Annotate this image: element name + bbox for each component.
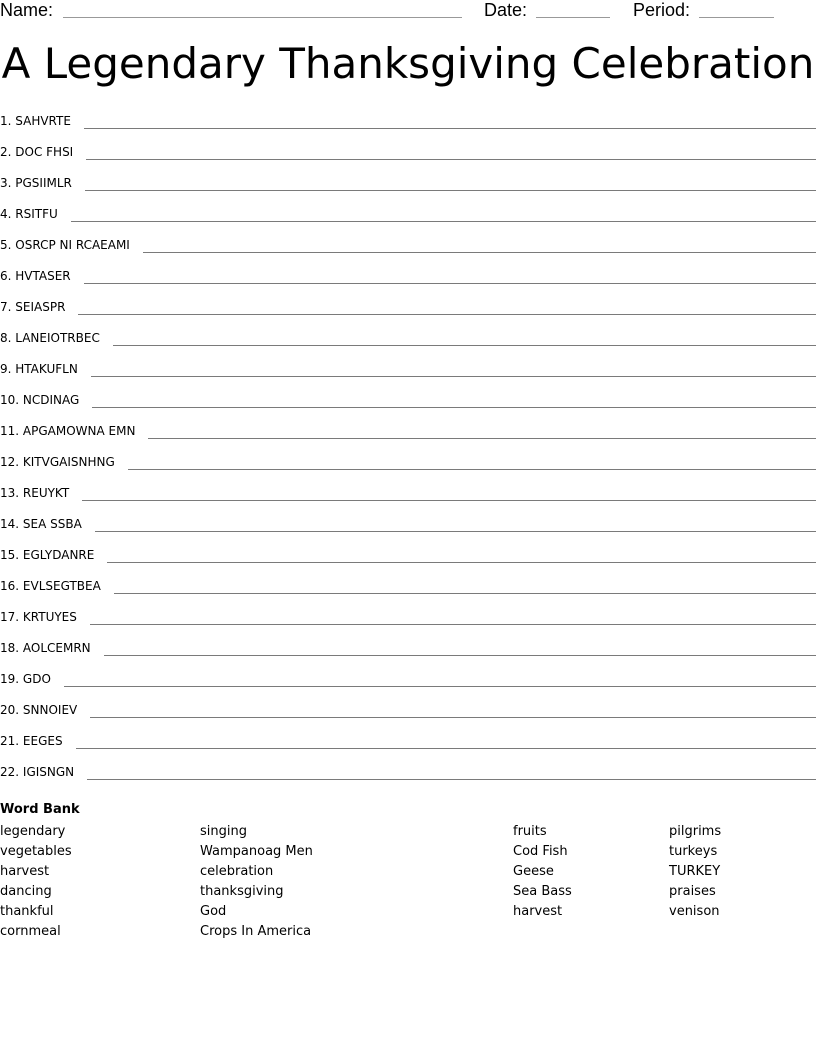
word-bank-entry: fruits (513, 824, 547, 839)
word-bank-entry: venison (669, 904, 720, 919)
word-bank-entry: TURKEY (669, 864, 721, 879)
answer-line[interactable] (85, 190, 816, 191)
word-bank-entry: thanksgiving (200, 884, 284, 899)
question-item (0, 263, 816, 294)
word-bank-entry: God (200, 904, 227, 919)
word-bank-entry: pilgrims (669, 824, 722, 839)
scrambled-word: 10. NCDINAG (0, 393, 80, 407)
date-label: Date: (484, 0, 528, 20)
question-item (0, 542, 816, 573)
answer-line[interactable] (148, 438, 816, 439)
word-bank-entry: Cod Fish (513, 844, 568, 859)
question-item (0, 294, 816, 325)
answer-line[interactable] (143, 252, 816, 253)
student-info-header (0, 0, 816, 22)
question-item (0, 604, 816, 635)
question-item (0, 635, 816, 666)
scrambled-word: 11. APGAMOWNA EMN (0, 424, 136, 438)
word-bank-entry: harvest (513, 904, 563, 919)
scrambled-word: 14. SEA SSBA (0, 517, 82, 531)
word-bank-entry: Sea Bass (513, 884, 572, 899)
answer-line[interactable] (128, 469, 816, 470)
answer-line[interactable] (95, 531, 816, 532)
answer-line[interactable] (90, 717, 816, 718)
scrambled-word: 13. REUYKT (0, 486, 70, 500)
question-item (0, 108, 816, 139)
word-bank-entry: celebration (200, 864, 274, 879)
answer-line[interactable] (87, 779, 816, 780)
question-item (0, 356, 816, 387)
question-item (0, 449, 816, 480)
word-bank-entry: Geese (513, 864, 554, 879)
question-list (0, 108, 816, 790)
answer-line[interactable] (71, 221, 816, 222)
question-item (0, 697, 816, 728)
worksheet-title: A Legendary Thanksgiving Celebration (1, 39, 815, 88)
scrambled-word: 15. EGLYDANRE (0, 548, 95, 562)
name-field[interactable] (63, 17, 462, 18)
answer-line[interactable] (78, 314, 816, 315)
answer-line[interactable] (64, 686, 816, 687)
scrambled-word: 1. SAHVRTE (0, 114, 71, 128)
scrambled-word: 17. KRTUYES (0, 610, 77, 624)
word-bank-entry: praises (669, 884, 716, 899)
question-item (0, 728, 816, 759)
scrambled-word: 18. AOLCEMRN (0, 641, 91, 655)
question-item (0, 170, 816, 201)
scrambled-word: 19. GDO (0, 672, 51, 686)
question-item (0, 511, 816, 542)
answer-line[interactable] (86, 159, 816, 160)
word-bank-column (200, 822, 313, 942)
scrambled-word: 16. EVLSEGTBEA (0, 579, 101, 593)
scrambled-word: 4. RSITFU (0, 207, 58, 221)
scrambled-word: 21. EEGES (0, 734, 63, 748)
word-bank-entry: Wampanoag Men (200, 844, 313, 859)
word-bank-entry: cornmeal (0, 924, 61, 939)
answer-line[interactable] (84, 283, 816, 284)
question-item (0, 387, 816, 418)
question-item (0, 480, 816, 511)
question-item (0, 325, 816, 356)
answer-line[interactable] (92, 407, 816, 408)
word-bank-entry: Crops In America (200, 924, 312, 939)
scrambled-word: 7. SEIASPR (0, 300, 66, 314)
answer-line[interactable] (91, 376, 816, 377)
period-field[interactable] (699, 17, 774, 18)
scrambled-word: 20. SNNOIEV (0, 703, 78, 717)
scrambled-word: 9. HTAKUFLN (0, 362, 78, 376)
word-bank-column (0, 822, 72, 942)
question-item (0, 232, 816, 263)
scrambled-word: 8. LANEIOTRBEC (0, 331, 100, 345)
word-bank-entry: dancing (0, 884, 52, 899)
answer-line[interactable] (76, 748, 816, 749)
period-label: Period: (633, 0, 691, 20)
word-bank-entry: thankful (0, 904, 54, 919)
word-bank-column (513, 822, 572, 922)
question-item (0, 759, 816, 790)
scrambled-word: 22. IGISNGN (0, 765, 75, 779)
answer-line[interactable] (104, 655, 816, 656)
question-item (0, 201, 816, 232)
word-bank-entry: singing (200, 824, 247, 839)
name-label: Name: (0, 0, 54, 20)
word-bank-entry: legendary (0, 824, 66, 839)
word-bank-entry: vegetables (0, 844, 72, 859)
word-bank-entry: harvest (0, 864, 50, 879)
question-item (0, 573, 816, 604)
answer-line[interactable] (113, 345, 816, 346)
question-item (0, 418, 816, 449)
scrambled-word: 5. OSRCP NI RCAEAMI (0, 238, 130, 252)
question-item (0, 139, 816, 170)
answer-line[interactable] (82, 500, 816, 501)
word-bank-column (669, 822, 721, 922)
answer-line[interactable] (90, 624, 816, 625)
answer-line[interactable] (114, 593, 816, 594)
question-item (0, 666, 816, 697)
date-field[interactable] (536, 17, 610, 18)
scrambled-word: 3. PGSIIMLR (0, 176, 72, 190)
scrambled-word: 6. HVTASER (0, 269, 71, 283)
scrambled-word: 12. KITVGAISNHNG (0, 455, 115, 469)
word-bank-entry: turkeys (669, 844, 718, 859)
word-bank-title: Word Bank (0, 802, 80, 817)
answer-line[interactable] (107, 562, 816, 563)
scrambled-word: 2. DOC FHSI (0, 145, 74, 159)
answer-line[interactable] (84, 128, 816, 129)
